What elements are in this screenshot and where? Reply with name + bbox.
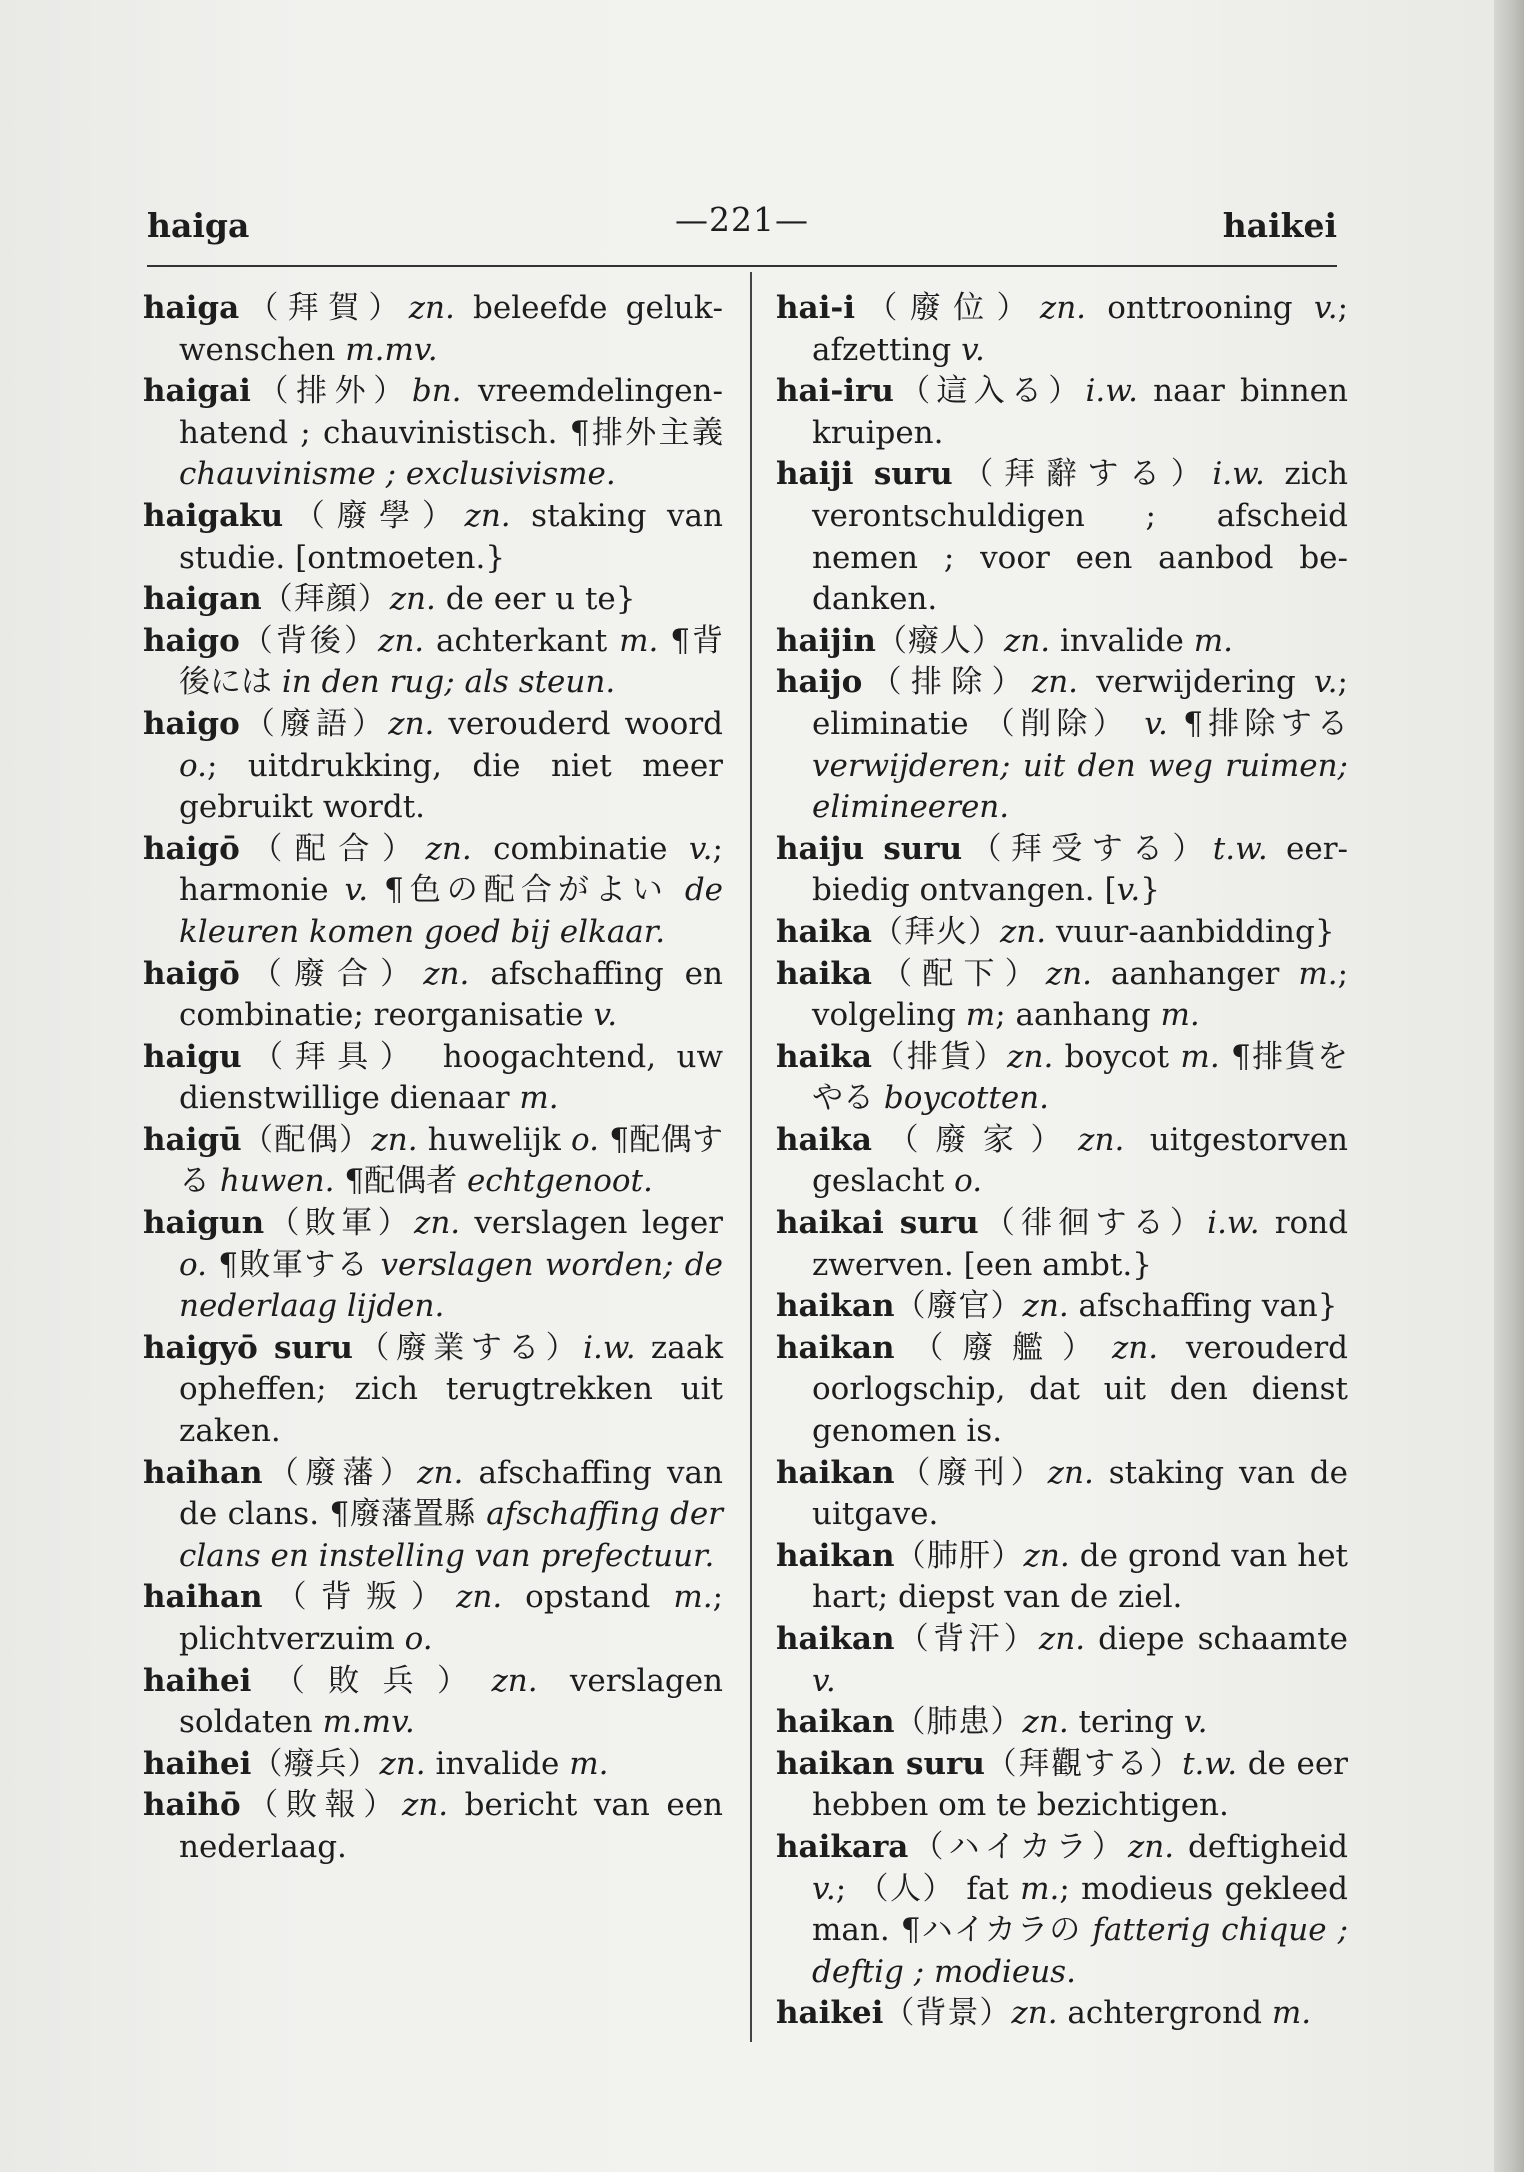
dictionary-entry — [143, 579, 723, 621]
entry-headword: haihō — [143, 1787, 241, 1824]
entry-italic: m. — [619, 622, 659, 659]
dictionary-entry — [143, 1744, 723, 1786]
dictionary-entry — [776, 1827, 1348, 1993]
entry-headword: haika — [776, 1121, 872, 1158]
entry-text: de eer hebben om te bezichtigen. — [812, 1745, 1348, 1824]
entry-text: verslagen soldaten — [179, 1662, 723, 1741]
entry-grammar: zn. — [417, 1454, 464, 1491]
dictionary-entry — [143, 496, 723, 579]
entry-grammar: zn. — [1111, 1329, 1159, 1366]
entry-text: deftigheid — [1174, 1828, 1348, 1865]
entry-text: staking van studie. [ontmoeten.} — [179, 497, 724, 576]
entry-headword: haihei — [143, 1662, 252, 1699]
entry-text: hoogachtend, uw dienstwillige dienaar — [179, 1038, 724, 1117]
entry-italic: verslagen worden; de nederlaag lijden. — [179, 1246, 723, 1325]
entry-headword: haigō — [143, 955, 240, 992]
entry-kanji: （癈人） — [875, 622, 1004, 659]
entry-grammar: t.w. — [1182, 1745, 1238, 1782]
entry-kanji: （肺患） — [894, 1704, 1023, 1741]
entry-text: zaak opheffen; zich terugtrekken uit zaken. — [179, 1329, 724, 1450]
entry-grammar: t.w. — [1212, 830, 1268, 867]
dictionary-entry — [776, 1702, 1348, 1744]
entry-text: ; volgeling — [812, 955, 1349, 1034]
entry-kanji: （排除） — [862, 664, 1032, 701]
entry-kanji: （肺肝） — [894, 1537, 1024, 1574]
entry-text: ; plichtverzuim — [179, 1579, 724, 1657]
entry-grammar: zn. — [1047, 1454, 1094, 1491]
entry-grammar: zn. — [379, 1745, 426, 1782]
entry-headword: haikan suru — [776, 1745, 985, 1782]
entry-italic: m. — [673, 1579, 713, 1616]
entry-text: onttrooning — [1086, 290, 1314, 326]
dictionary-entry — [143, 829, 723, 954]
entry-italic: echtgenoot. — [466, 1163, 653, 1200]
entry-kanji: （廢藩） — [262, 1454, 418, 1491]
entry-grammar: zn. — [1007, 1038, 1054, 1075]
entry-text: tering — [1068, 1704, 1184, 1741]
entry-text: verouderd woord — [434, 705, 723, 742]
entry-text: ¶配偶する — [179, 1121, 724, 1200]
entry-text: uitgestorven geslacht — [812, 1121, 1349, 1200]
entry-italic: boycotten. — [883, 1080, 1049, 1117]
entry-headword: haigo — [143, 705, 240, 742]
entry-kanji: （廢艦） — [894, 1329, 1112, 1366]
entry-text: vreemdelingenhatend ; chauvinistisch. ¶排外主義 — [179, 373, 723, 451]
entry-italic: v. — [593, 997, 618, 1034]
entry-text: combinatie — [471, 830, 689, 867]
entry-italic: v. — [1313, 664, 1338, 701]
entry-text: } — [1140, 872, 1161, 909]
entry-italic: de kleuren komen goed bij elkaar. — [179, 872, 724, 950]
entry-headword: haihei — [143, 1745, 252, 1782]
entry-text: staking van de uitgave. — [812, 1454, 1348, 1533]
dictionary-entry — [143, 371, 723, 496]
entry-text: diepe schaamte — [1085, 1621, 1348, 1657]
entry-headword: haikai suru — [776, 1205, 979, 1242]
entry-grammar: zn. — [1003, 622, 1051, 659]
dictionary-entry — [143, 621, 723, 704]
dictionary-entry — [143, 704, 723, 829]
entry-italic: m. — [1160, 997, 1200, 1034]
entry-kanji: （敗軍） — [264, 1205, 414, 1242]
dictionary-entry — [776, 662, 1348, 828]
entry-italic: m — [965, 997, 996, 1034]
dictionary-entry — [776, 1744, 1348, 1827]
entry-grammar: zn. — [1127, 1828, 1175, 1865]
entry-kanji: （拜觀する） — [984, 1745, 1183, 1782]
entry-headword: hai-i — [776, 290, 856, 326]
entry-headword: haigun — [143, 1205, 265, 1242]
entry-text: de grond van het hart; diepst van de ziel. — [812, 1537, 1348, 1616]
entry-grammar: i.w. — [1212, 456, 1265, 493]
dictionary-entry — [776, 1993, 1348, 2035]
entry-grammar: zn. — [999, 913, 1047, 950]
entry-grammar: zn. — [491, 1662, 538, 1699]
entry-kanji: （配偶） — [241, 1121, 372, 1158]
entry-italic: afschaffing der clans en instelling van prefectuur. — [179, 1496, 723, 1574]
entry-italic: fatterig chique ; deftig ; modieus. — [812, 1912, 1349, 1990]
entry-italic: m.mv. — [345, 331, 438, 368]
entry-kanji: （排貨） — [871, 1038, 1008, 1075]
dictionary-entry — [776, 1619, 1348, 1702]
dictionary-entry — [143, 1120, 723, 1203]
book-spine-shadow — [1494, 0, 1524, 2172]
entry-headword: hai-iru — [776, 373, 894, 410]
dictionary-entry — [143, 1328, 723, 1453]
dictionary-entry — [143, 954, 723, 1037]
dictionary-entry — [776, 288, 1348, 371]
entry-text: afschaffing en combinatie; reorganisatie — [179, 955, 723, 1034]
entry-kanji: （徘徊する） — [978, 1205, 1208, 1242]
entry-text: ¶色の配合がよい — [368, 872, 685, 909]
entry-kanji: （配下） — [871, 955, 1046, 992]
dictionary-entry — [776, 1453, 1348, 1536]
entry-kanji: （廢家） — [871, 1121, 1079, 1158]
entry-italic: o. — [404, 1621, 433, 1657]
entry-grammar: zn. — [1031, 664, 1079, 701]
entry-italic: m. — [1180, 1038, 1220, 1075]
entry-text: beleefde gelukwenschen — [179, 290, 723, 368]
entry-kanji: （敗兵） — [251, 1662, 492, 1699]
dictionary-entry — [776, 829, 1348, 912]
entry-text: ¶背後には — [179, 622, 723, 701]
entry-grammar: i.w. — [1085, 373, 1138, 410]
entry-grammar: zn. — [1045, 955, 1092, 992]
entry-kanji: （拜賀） — [239, 290, 409, 326]
entry-italic: m. — [1020, 1870, 1060, 1907]
entry-grammar: zn. — [378, 622, 425, 659]
entry-headword: haika — [776, 913, 872, 950]
entry-text: bericht van een nederlaag. — [179, 1787, 724, 1865]
dictionary-entry — [143, 1203, 723, 1328]
dictionary-entry — [143, 1453, 723, 1578]
entry-italic: m. — [1193, 622, 1233, 659]
dictionary-entry — [776, 1120, 1348, 1203]
entry-text: ; eliminatie （削除） — [812, 664, 1348, 742]
entry-headword: haigaku — [143, 497, 284, 534]
entry-headword: haigū — [143, 1121, 242, 1158]
entry-headword: haihan — [143, 1454, 263, 1491]
entry-text: huwelijk — [417, 1121, 572, 1158]
entry-italic: huwen. — [219, 1163, 335, 1200]
entry-kanji: （拜辭する） — [952, 456, 1213, 493]
column-divider — [750, 272, 752, 2042]
right-guide-word: haikei — [1222, 206, 1337, 245]
entry-grammar: zn. — [456, 1579, 503, 1616]
entry-grammar: zn. — [414, 1205, 461, 1242]
entry-text: vuur-aanbidding} — [1046, 913, 1335, 950]
entry-kanji: （背汗） — [894, 1621, 1039, 1657]
entry-headword: haiji suru — [776, 456, 953, 493]
entry-italic: m.mv. — [322, 1704, 415, 1741]
entry-grammar: zn. — [1022, 1704, 1069, 1741]
entry-headword: haigo — [143, 622, 240, 659]
dictionary-entry — [776, 912, 1348, 954]
entry-text: afschaffing van de clans. ¶廢藩置縣 — [179, 1454, 724, 1533]
left-column — [143, 288, 723, 1869]
entry-kanji: （拜受する） — [962, 830, 1213, 867]
entry-kanji: （ハイカラ） — [908, 1828, 1128, 1865]
entry-headword: haikan — [776, 1329, 895, 1366]
entry-headword: haika — [776, 1038, 872, 1075]
entry-text: aanhanger — [1091, 955, 1299, 992]
dictionary-entry — [776, 454, 1348, 620]
entry-kanji: （配合） — [239, 830, 426, 867]
entry-headword: haijo — [776, 664, 863, 701]
dictionary-entry — [143, 1037, 723, 1120]
dictionary-entry — [776, 1328, 1348, 1453]
entry-italic: v. — [344, 872, 369, 909]
entry-text: ; （人） fat — [835, 1870, 1021, 1907]
entry-headword: haigan — [143, 581, 262, 618]
entry-italic: m. — [519, 1080, 559, 1117]
entry-headword: haiju suru — [776, 830, 963, 867]
entry-headword: haikan — [776, 1621, 895, 1657]
entry-grammar: zn. — [423, 955, 470, 992]
entry-headword: haigyō suru — [143, 1329, 353, 1366]
entry-grammar: zn. — [389, 581, 436, 618]
entry-kanji: （廢位） — [855, 290, 1040, 326]
entry-italic: v. — [688, 830, 713, 867]
dictionary-entry — [776, 954, 1348, 1037]
entry-kanji: （背後） — [239, 622, 378, 659]
entry-italic: v. — [812, 1870, 836, 1907]
entry-headword: haika — [776, 955, 872, 992]
entry-italic: v. — [1116, 872, 1141, 909]
running-head — [147, 198, 1337, 258]
entry-kanji: （這入る） — [893, 373, 1086, 410]
dictionary-entry — [143, 1577, 723, 1660]
page-number: —221— — [675, 200, 809, 239]
entry-grammar: zn. — [1039, 290, 1087, 326]
entry-text: ¶敗軍する — [206, 1246, 381, 1283]
entry-italic: m. — [1298, 955, 1338, 992]
entry-text: ¶配偶者 — [334, 1163, 467, 1200]
entry-headword: haigō — [143, 830, 240, 867]
entry-italic: o. — [179, 747, 207, 784]
entry-headword: haiga — [143, 290, 240, 326]
entry-text: ; afzetting — [812, 290, 1349, 368]
entry-text: verwijdering — [1078, 664, 1314, 701]
entry-text: ; aanhang — [995, 997, 1161, 1034]
entry-text: afschaffing van} — [1068, 1288, 1338, 1325]
entry-grammar: zn. — [1022, 1288, 1069, 1325]
entry-headword: haikan — [776, 1537, 895, 1574]
dictionary-entry — [776, 371, 1348, 454]
entry-grammar: i.w. — [1207, 1205, 1260, 1242]
entry-text: boycot — [1053, 1038, 1181, 1075]
dictionary-entry — [143, 1785, 723, 1868]
dictionary-entry — [776, 1286, 1348, 1328]
entry-headword: haikara — [776, 1828, 909, 1865]
entry-italic: m. — [1271, 1995, 1312, 2032]
entry-headword: haikan — [776, 1454, 895, 1491]
entry-italic: v. — [1144, 705, 1168, 742]
entry-headword: haigu — [143, 1038, 242, 1075]
dictionary-entry — [776, 621, 1348, 663]
entry-italic: in den rug; als steun. — [281, 664, 616, 701]
dictionary-entry — [776, 1203, 1348, 1286]
entry-italic: v. — [812, 1662, 836, 1699]
entry-text: opstand — [502, 1579, 674, 1616]
entry-text: achtergrond — [1057, 1995, 1272, 2032]
entry-grammar: zn. — [401, 1787, 449, 1824]
dictionary-entry — [143, 288, 723, 371]
entry-text: naar binnen kruipen. — [812, 373, 1348, 451]
dictionary-entry — [776, 1536, 1348, 1619]
entry-kanji: （廢語） — [239, 705, 389, 742]
entry-kanji: （廢官） — [894, 1288, 1023, 1325]
entry-text: zich verontschuldigen ; afscheid nemen ; voor een aanbod bedanken. — [812, 456, 1348, 618]
entry-text: invalide — [1050, 622, 1194, 659]
entry-kanji: （廢業する） — [352, 1329, 584, 1366]
entry-kanji: （拜顔） — [261, 581, 390, 618]
entry-kanji: （拜具） — [241, 1038, 423, 1075]
entry-kanji: （排外） — [250, 373, 412, 410]
entry-grammar: zn. — [464, 497, 511, 534]
entry-kanji: （拜火） — [871, 913, 1000, 950]
entry-kanji: （背叛） — [262, 1579, 457, 1616]
entry-italic: v. — [1183, 1704, 1208, 1741]
entry-italic: m. — [569, 1745, 609, 1782]
entry-text: ¶排貨をやる — [812, 1038, 1349, 1117]
entry-headword: haijin — [776, 622, 876, 659]
entry-text: eerbiedig ontvangen. [ — [812, 830, 1349, 909]
entry-headword: haikan — [776, 1288, 895, 1325]
entry-kanji: （癈兵） — [251, 1745, 380, 1782]
entry-headword: haikan — [776, 1704, 895, 1741]
entry-kanji: （廢刊） — [894, 1454, 1048, 1491]
entry-text: ; uitdrukking, die niet meer gebruikt wordt. — [179, 747, 723, 826]
dictionary-entry — [776, 1037, 1348, 1120]
entry-text: ; harmonie — [179, 830, 723, 909]
entry-grammar: zn. — [425, 830, 472, 867]
entry-italic: v. — [1313, 290, 1338, 326]
entry-italic: o. — [954, 1163, 983, 1200]
entry-grammar: zn. — [371, 1121, 418, 1158]
entry-grammar: zn. — [1023, 1537, 1070, 1574]
entry-grammar: zn. — [1011, 1995, 1058, 2032]
entry-text: de eer u te} — [435, 581, 636, 618]
entry-text: achterkant — [424, 622, 620, 659]
entry-kanji: （背景） — [883, 1995, 1012, 2032]
left-guide-word: haiga — [147, 206, 250, 245]
entry-italic: v. — [961, 331, 985, 368]
entry-grammar: bn. — [411, 373, 462, 410]
entry-headword: haikei — [776, 1995, 884, 2032]
entry-kanji: （敗報） — [240, 1787, 402, 1824]
entry-text: rond zwerven. [een ambt.} — [812, 1205, 1349, 1283]
dictionary-entry — [143, 1661, 723, 1744]
entry-text: invalide — [425, 1745, 570, 1782]
entry-grammar: zn. — [408, 290, 455, 326]
entry-italic: o. — [179, 1246, 207, 1283]
entry-italic: o. — [571, 1121, 600, 1158]
entry-kanji: （廢合） — [239, 955, 424, 992]
entry-kanji: （廢學） — [283, 497, 465, 534]
entry-grammar: zn. — [1078, 1121, 1125, 1158]
entry-text: verslagen leger — [460, 1205, 724, 1242]
entry-italic: verwijderen; uit den weg ruimen; elimineeren. — [812, 747, 1348, 826]
entry-headword: haigai — [143, 373, 251, 410]
entry-grammar: zn. — [388, 705, 435, 742]
entry-text: ; modieus gekleed man. ¶ハイカラの — [812, 1870, 1348, 1949]
entry-grammar: zn. — [1038, 1621, 1086, 1657]
entry-headword: haihan — [143, 1579, 263, 1616]
right-column — [776, 288, 1348, 2035]
entry-italic: chauvinisme ; exclusivisme. — [179, 456, 616, 493]
entry-grammar: i.w. — [583, 1329, 636, 1366]
entry-text: ¶排除する — [1167, 705, 1349, 742]
entry-text: verouderd oorlogschip, dat uit den dienst genomen is. — [812, 1329, 1349, 1450]
header-rule — [147, 265, 1337, 267]
